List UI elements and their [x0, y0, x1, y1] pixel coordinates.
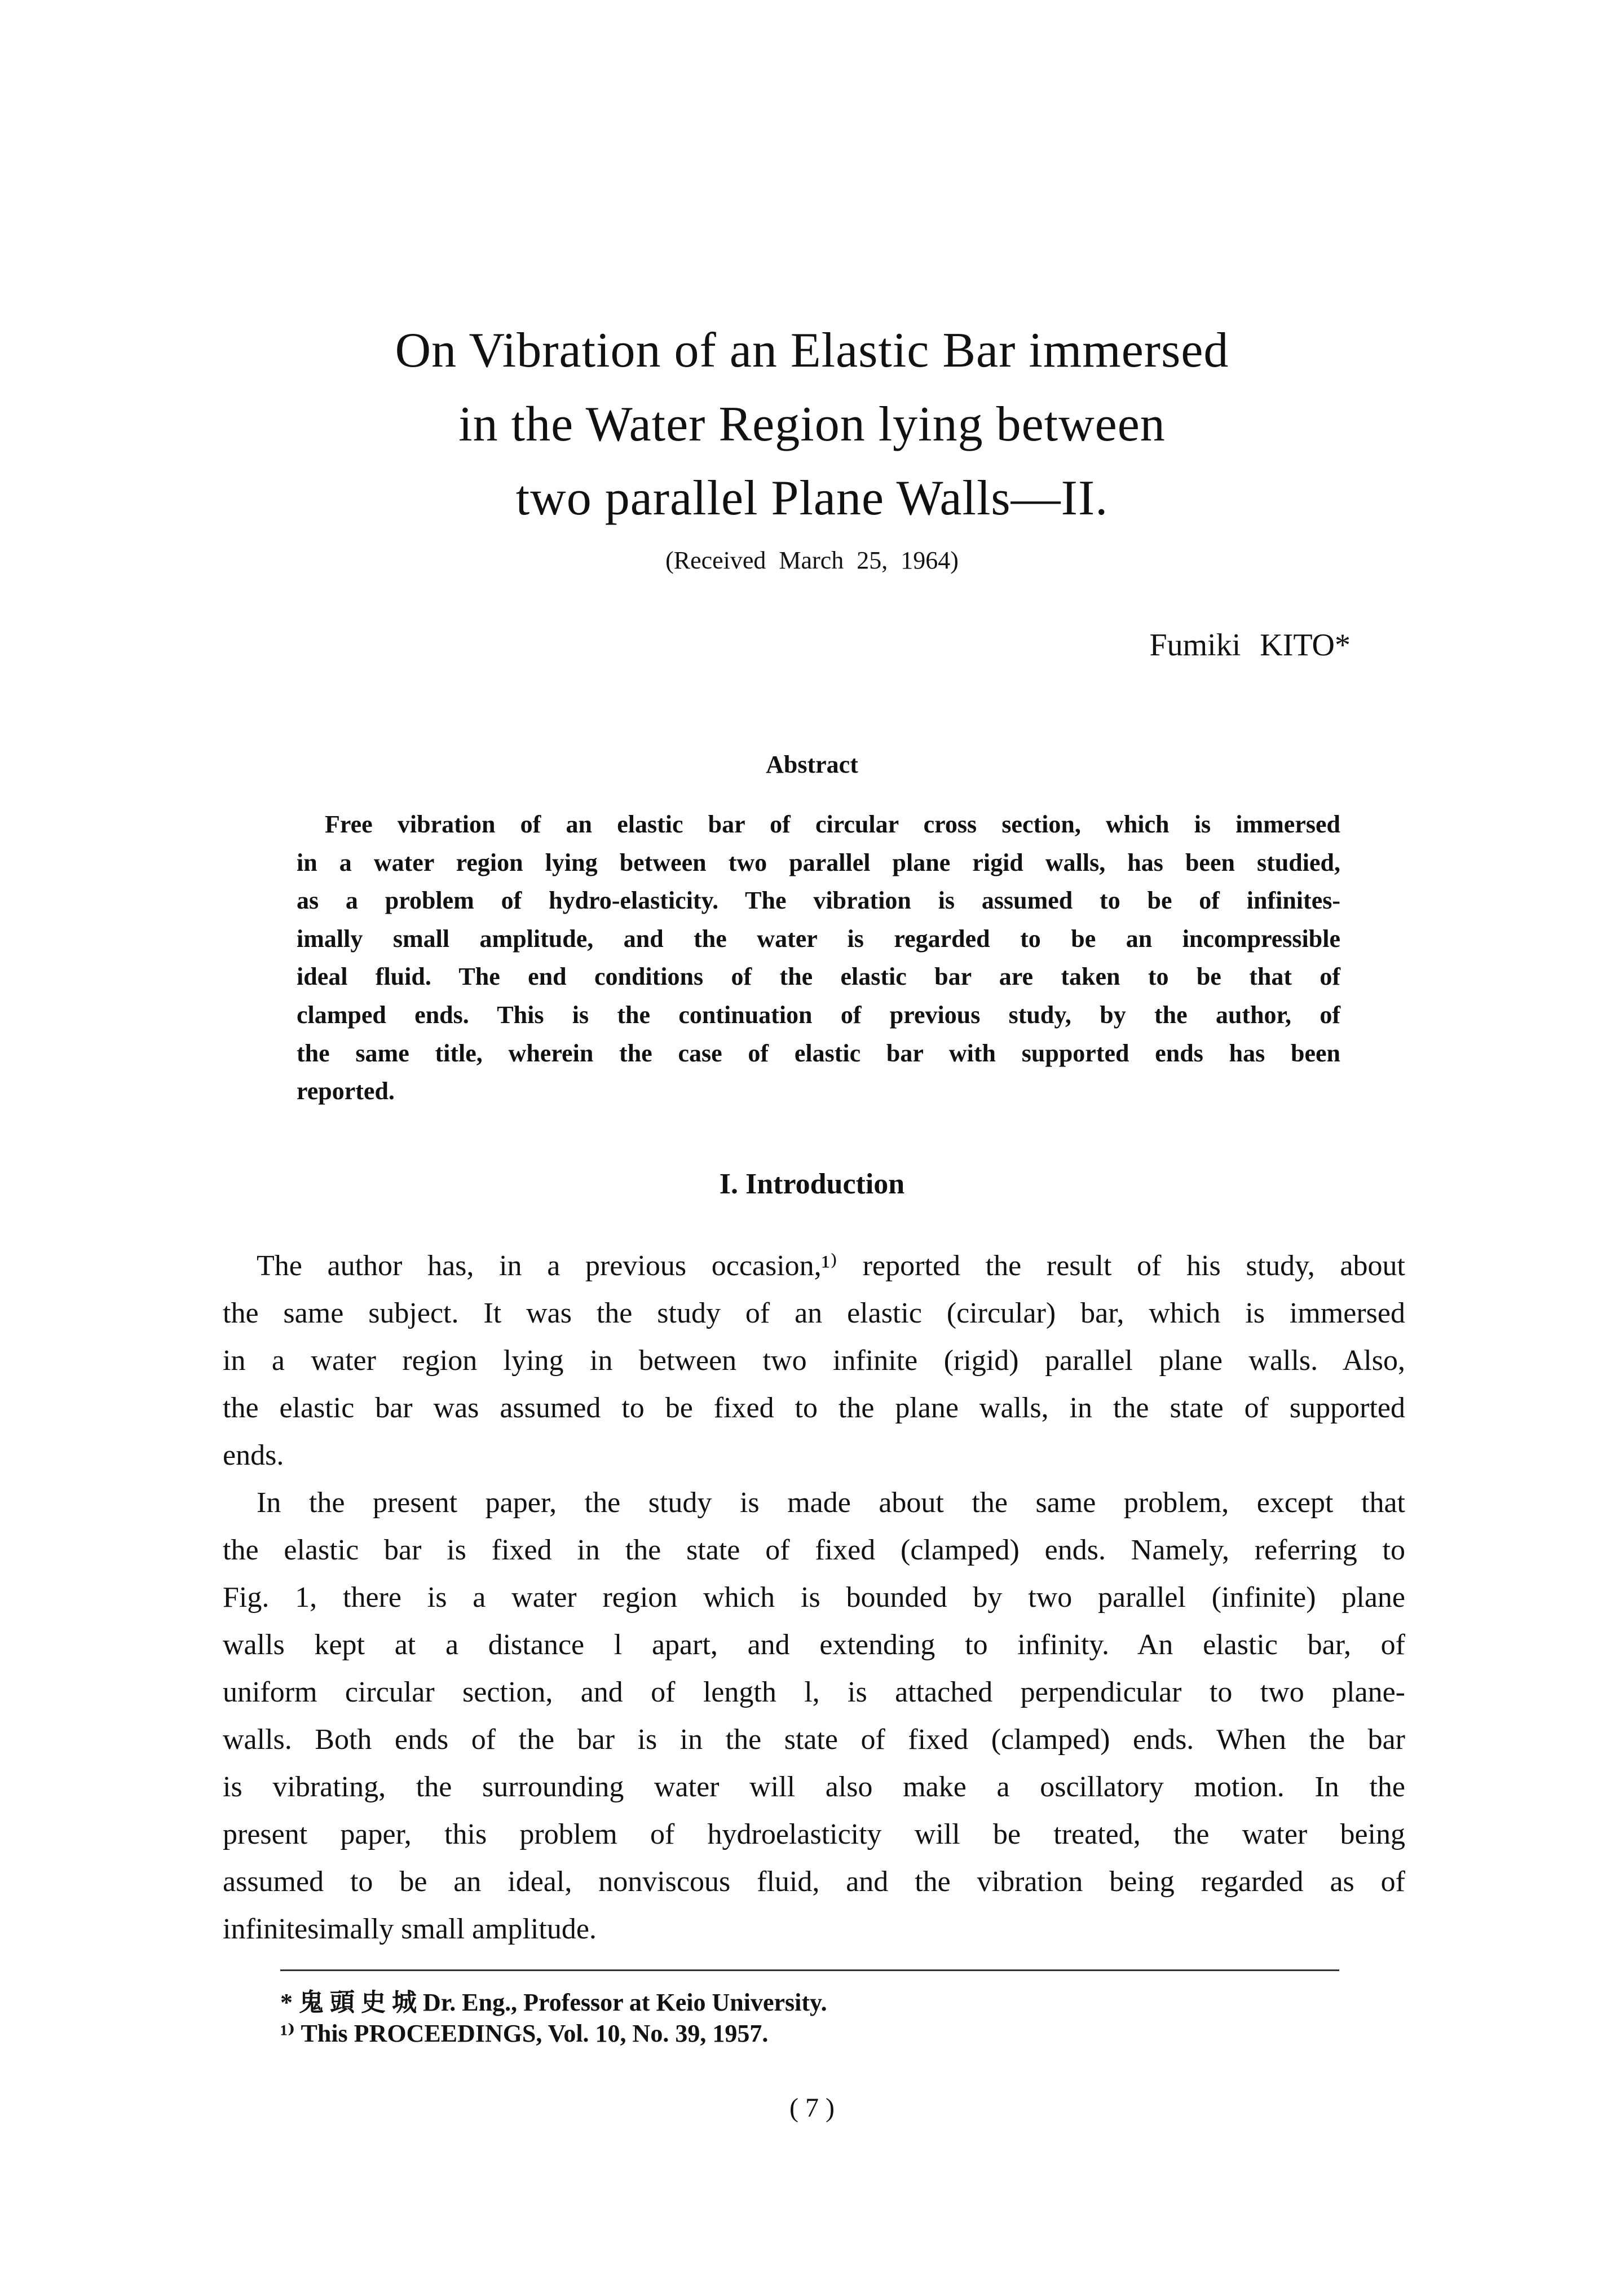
- footnote-author: * 鬼 頭 史 城 Dr. Eng., Professor at Keio University.: [280, 1989, 827, 2016]
- abstract-line: as a problem of hydro-elasticity. The vibration is assumed to be of infinites-: [297, 887, 1340, 915]
- abstract-line: the same title, wherein the case of elastic bar with supported ends has been: [297, 1039, 1340, 1067]
- section-heading: I. Introduction: [719, 1168, 905, 1200]
- received-date: (Received March 25, 1964): [665, 546, 959, 574]
- title-line-1: On Vibration of an Elastic Bar immersed: [395, 323, 1229, 378]
- body-line: Fig. 1, there is a water region which is bounded by two parallel (infinite) plane: [223, 1581, 1405, 1614]
- body-line: the elastic bar was assumed to be fixed to the plane walls, in the state of supported: [223, 1392, 1405, 1424]
- footnote-reference: ¹⁾ This PROCEEDINGS, Vol. 10, No. 39, 1957.: [280, 2020, 769, 2047]
- abstract-line: imally small amplitude, and the water is regarded to be an incompressible: [297, 924, 1340, 953]
- abstract-line: reported.: [297, 1077, 395, 1105]
- body-line: present paper, this problem of hydroelasticity will be treated, the water being: [223, 1818, 1405, 1850]
- body-line: ends.: [223, 1439, 284, 1471]
- body-line: walls kept at a distance l apart, and extending to infinity. An elastic bar, of: [223, 1629, 1405, 1661]
- body-line: is vibrating, the surrounding water will also make a oscillatory motion. In the: [223, 1771, 1405, 1803]
- abstract-line: Free vibration of an elastic bar of circular cross section, which is immersed: [325, 810, 1340, 838]
- abstract-heading: Abstract: [766, 751, 858, 778]
- body-line: The author has, in a previous occasion,¹⁾ reported the result of his study, about: [257, 1250, 1405, 1282]
- page-number: ( 7 ): [789, 2093, 835, 2123]
- body-line: the same subject. It was the study of an elastic (circular) bar, which is immersed: [223, 1297, 1405, 1329]
- body-line: the elastic bar is fixed in the state of fixed (clamped) ends. Namely, referring to: [223, 1534, 1405, 1566]
- body-line: walls. Both ends of the bar is in the state of fixed (clamped) ends. When the bar: [223, 1724, 1405, 1756]
- abstract-line: clamped ends. This is the continuation of previous study, by the author, of: [297, 1001, 1340, 1029]
- abstract-line: in a water region lying between two parallel plane rigid walls, has been studied,: [297, 848, 1340, 876]
- title-line-2: in the Water Region lying between: [458, 397, 1166, 452]
- body-line: In the present paper, the study is made about the same problem, except that: [257, 1487, 1405, 1519]
- footnote-divider: [280, 1969, 1339, 1971]
- body-line: assumed to be an ideal, nonviscous fluid, and the vibration being regarded as of: [223, 1866, 1405, 1898]
- section-body: [223, 1242, 1405, 1953]
- abstract-line: ideal fluid. The end conditions of the elastic bar are taken to be that of: [297, 963, 1340, 991]
- body-line: in a water region lying in between two infinite (rigid) parallel plane walls. Also,: [223, 1345, 1405, 1377]
- body-line: infinitesimally small amplitude.: [223, 1913, 597, 1945]
- author: Fumiki KITO*: [1149, 628, 1351, 663]
- title-line-3: two parallel Plane Walls—II.: [515, 471, 1109, 526]
- abstract-body: [297, 805, 1340, 1110]
- body-line: uniform circular section, and of length l, is attached perpendicular to two plane-: [223, 1676, 1405, 1708]
